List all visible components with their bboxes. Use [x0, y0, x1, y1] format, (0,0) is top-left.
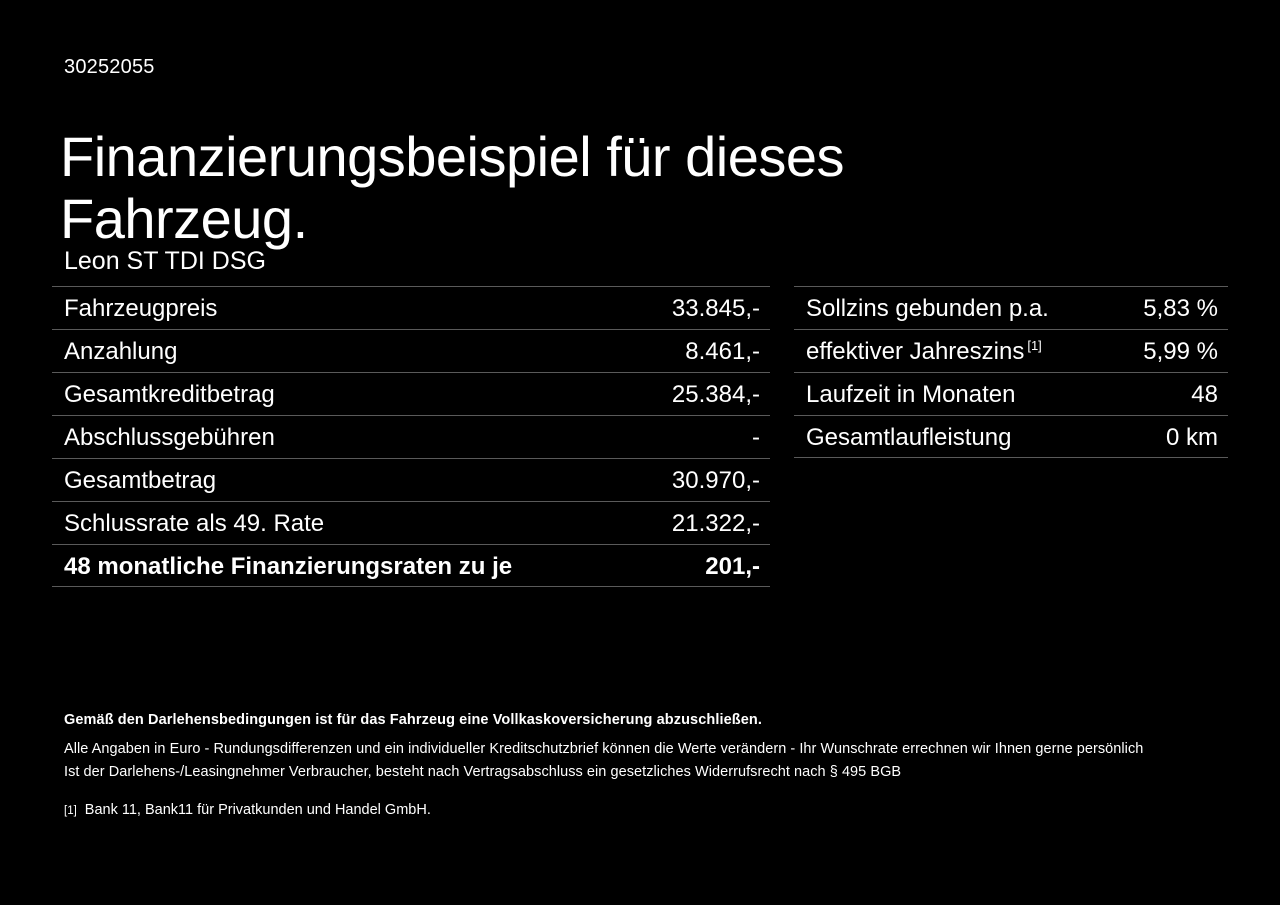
footnote-marker: [1]	[1027, 338, 1042, 353]
footnote-withdrawal-notice: Ist der Darlehens-/Leasingnehmer Verbraucher, besteht nach Vertragsabschluss ein gesetzliches Widerrufsrecht nach § 495 BGB	[64, 764, 902, 780]
finance-table-left	[52, 286, 770, 587]
footnote-bank-text: Bank 11, Bank11 für Privatkunden und Handel GmbH.	[84, 802, 431, 818]
row-value: 5,99 %	[1143, 338, 1218, 365]
row-value: 21.322,-	[671, 510, 760, 537]
table-row	[794, 415, 1228, 458]
document-id: 30252055	[64, 56, 155, 78]
row-label	[806, 330, 1042, 373]
row-label: Sollzins gebunden p.a.	[806, 295, 1049, 322]
table-row	[52, 286, 770, 329]
vehicle-model-label: Leon ST TDI DSG	[64, 247, 266, 275]
row-label: 48 monatliche Finanzierungsraten zu je	[64, 553, 513, 580]
footnote-currency-notice: Alle Angaben in Euro - Rundungsdifferenzen und ein individueller Kreditschutzbrief können die Werte verändern - Ihr Wunschrate errechnen wir Ihnen gerne persönlich	[64, 741, 1144, 757]
row-label-text: effektiver Jahreszins	[806, 338, 1025, 365]
row-value: 25.384,-	[671, 381, 760, 408]
footnotes-section	[64, 712, 1224, 818]
row-label: Gesamtkreditbetrag	[64, 381, 275, 408]
table-row	[794, 286, 1228, 329]
row-value: 201,-	[705, 553, 760, 580]
row-value: 8.461,-	[685, 338, 760, 365]
row-label: Gesamtbetrag	[64, 467, 217, 494]
finance-tables	[0, 286, 1280, 587]
table-row	[52, 415, 770, 458]
row-label: Schlussrate als 49. Rate	[64, 510, 325, 537]
row-label: Laufzeit in Monaten	[806, 381, 1016, 408]
row-value: -	[752, 424, 760, 451]
footnote-bank-reference	[64, 802, 1224, 818]
table-row	[52, 458, 770, 501]
row-value: 30.970,-	[671, 467, 760, 494]
table-row	[52, 501, 770, 544]
table-row-monthly-rate	[52, 544, 770, 587]
table-row	[794, 329, 1228, 372]
table-row	[52, 329, 770, 372]
table-row	[794, 372, 1228, 415]
finance-table-right	[794, 286, 1228, 587]
page-title: Finanzierungsbeispiel für dieses Fahrzeug.	[60, 124, 844, 251]
row-value: 33.845,-	[671, 295, 760, 322]
table-row	[52, 372, 770, 415]
footnote-marker: [1]	[64, 805, 77, 817]
row-label: Gesamtlaufleistung	[806, 424, 1012, 451]
row-label: Fahrzeugpreis	[64, 295, 218, 322]
row-value: 0 km	[1165, 424, 1218, 451]
footnote-insurance-notice: Gemäß den Darlehensbedingungen ist für das Fahrzeug eine Vollkaskoversicherung abzuschließen.	[64, 712, 762, 728]
row-label: Anzahlung	[64, 338, 178, 365]
row-value: 48	[1191, 381, 1218, 408]
row-value: 5,83 %	[1143, 295, 1218, 322]
row-label: Abschlussgebühren	[64, 424, 275, 451]
